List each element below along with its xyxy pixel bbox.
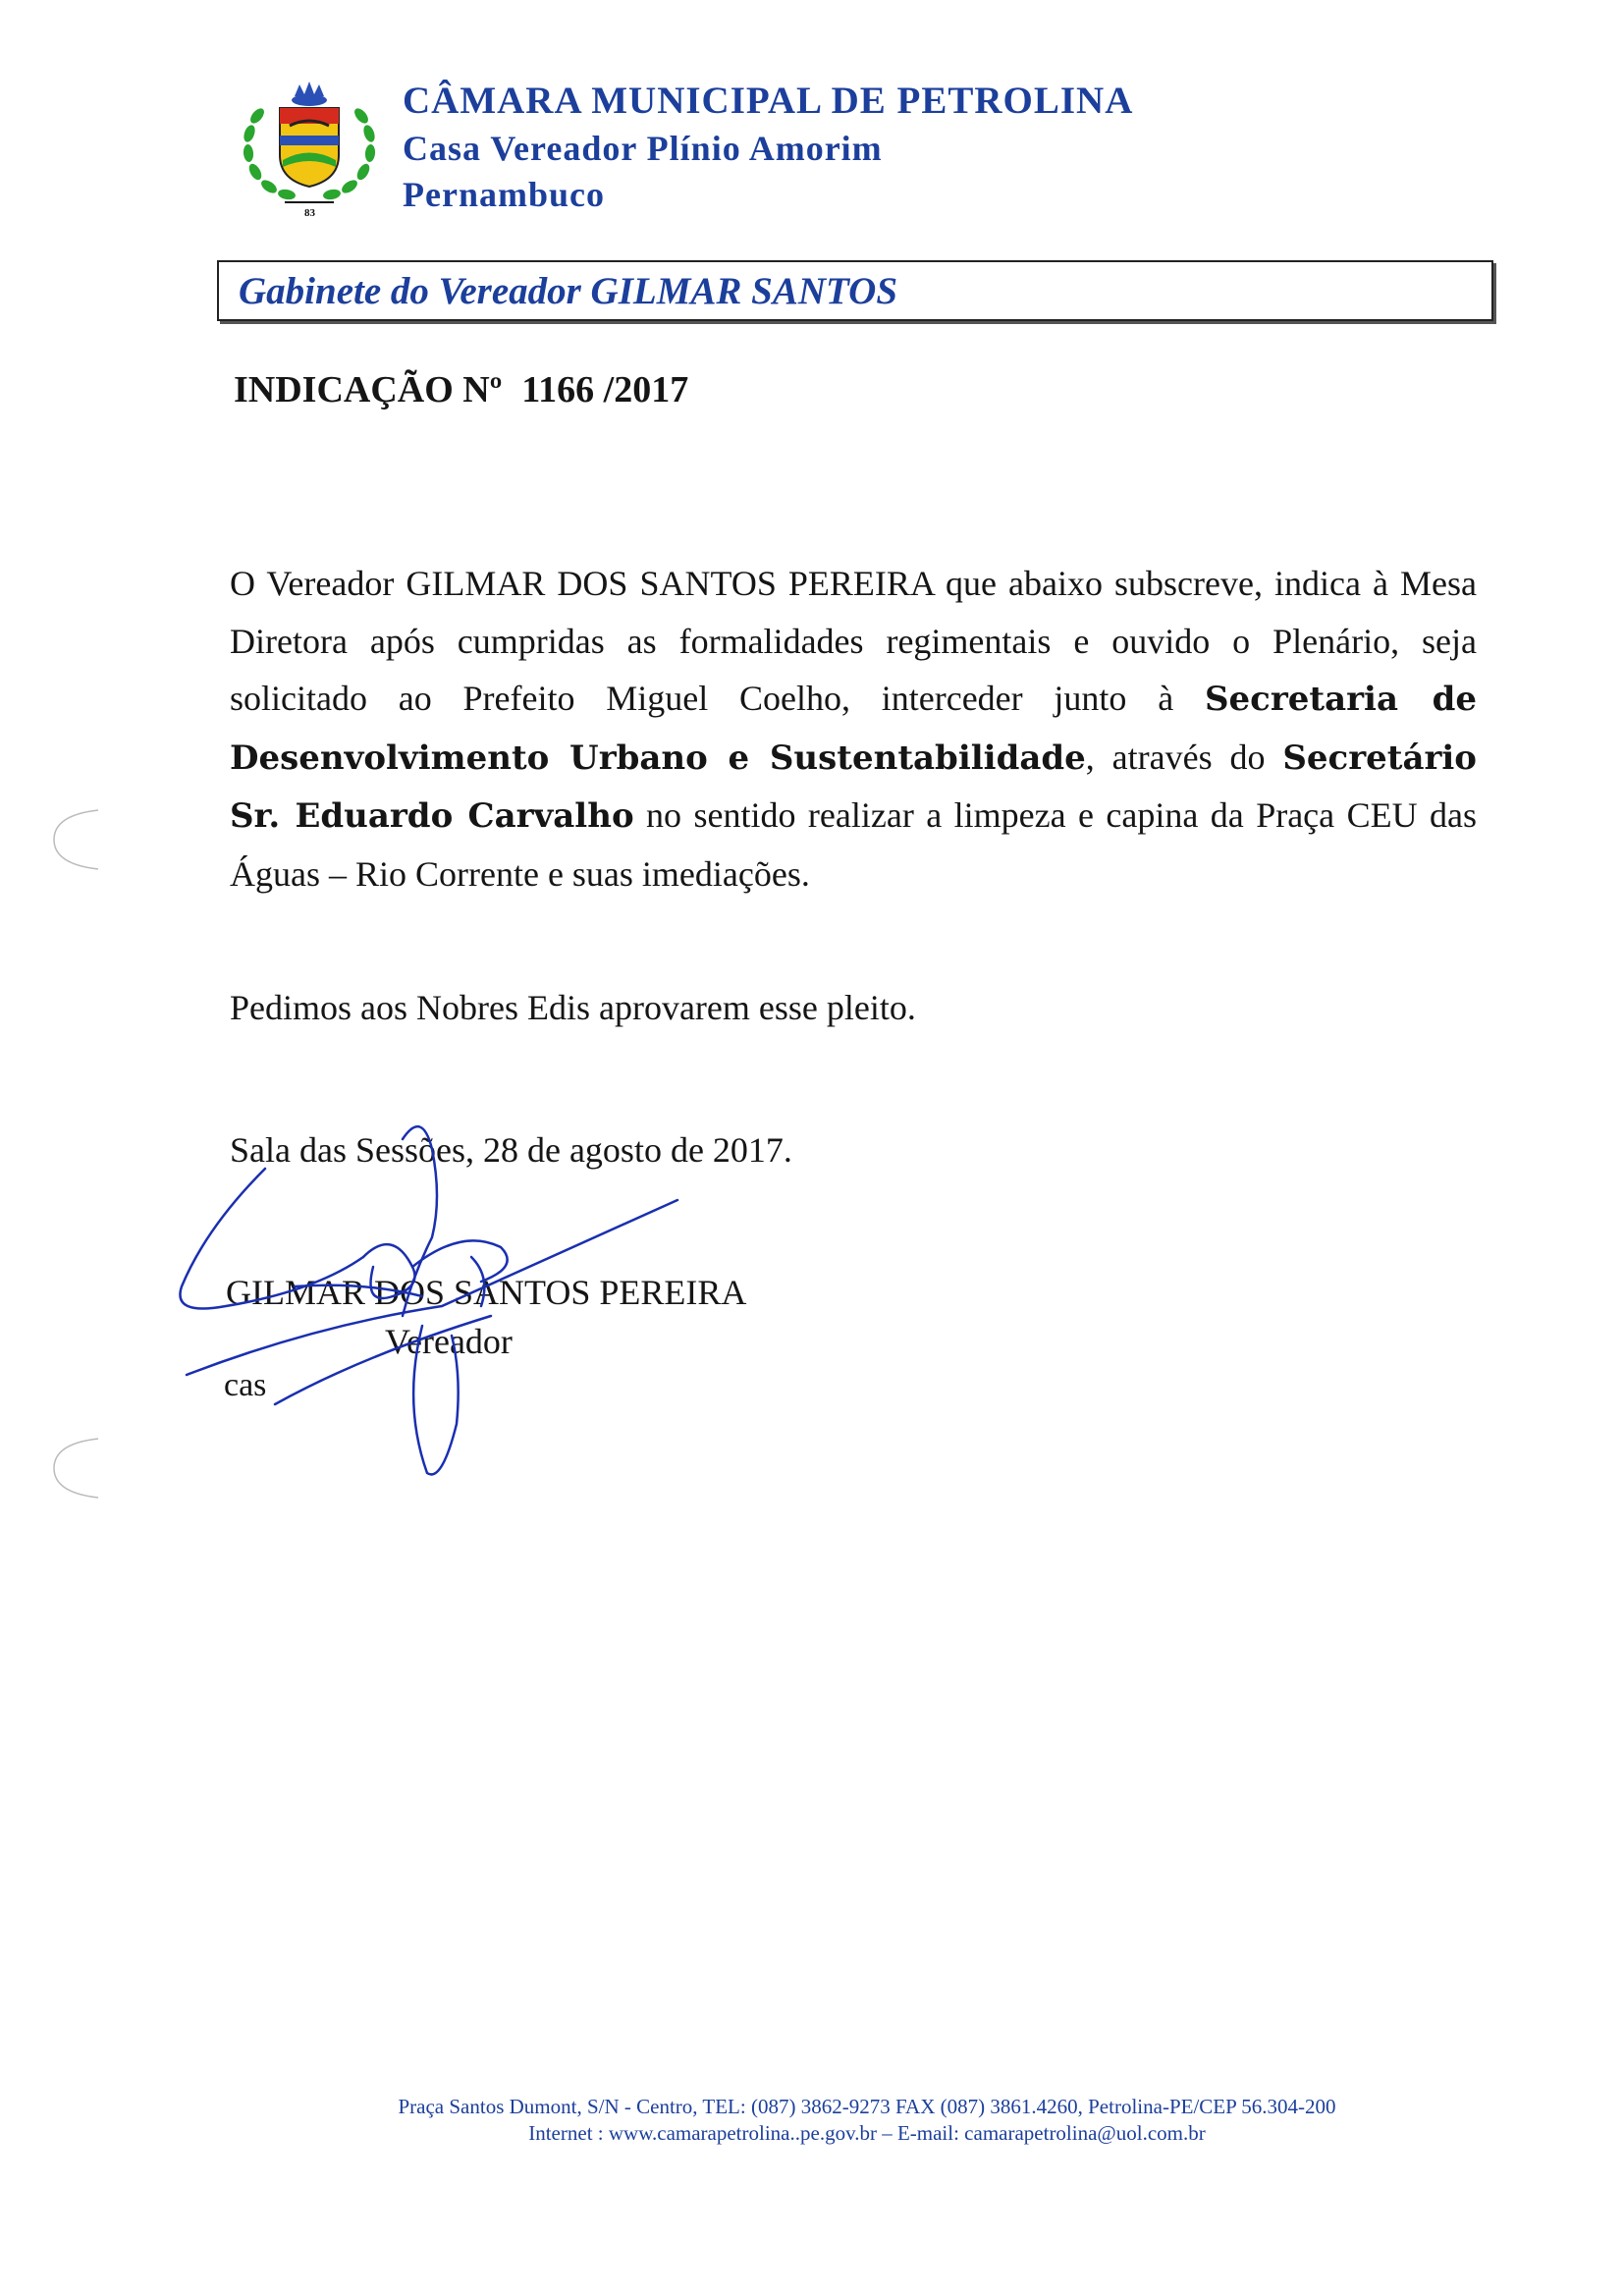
secretaria-name: Secretaria de Desenvolvimento Urbano e Sustentabilidade (230, 680, 1477, 778)
handwritten-signature (167, 1110, 717, 1503)
document-number-value: 1166 /2017 (521, 369, 689, 410)
cabinet-banner (217, 260, 1493, 321)
cabinet-title: Gabinete do Vereador GILMAR SANTOS (239, 270, 898, 312)
main-paragraph (230, 555, 1477, 902)
footer-contact: Internet : www.camarapetrolina..pe.gov.br – E-mail: camarapetrolina@uol.com.br (528, 2121, 1206, 2145)
footer-address: Praça Santos Dumont, S/N - Centro, TEL: (087) 3862-9273 FAX (087) 3861.4260, Petrolina-PE/CEP 56.304-200 (398, 2095, 1336, 2118)
signer-name: GILMAR DOS SANTOS PEREIRA (226, 1273, 747, 1312)
typist-initials: cas (224, 1367, 267, 1403)
punch-hole-mark (44, 1429, 103, 1507)
document-number (234, 368, 688, 411)
paragraph-text-1: O Vereador GILMAR DOS SANTOS PEREIRA que abaixo subscreve, indica à Mesa Diretora após cumpridas as formalidades regimentais e ouvido o Plenário, seja solicitado ao Prefeito Miguel Coelho, interceder junto à (230, 564, 1477, 718)
document-type: INDICAÇÃO Nº (234, 369, 503, 410)
institution-name: CÂMARA MUNICIPAL DE PETROLINA (403, 80, 1134, 122)
closing-sentence: Pedimos aos Nobres Edis aprovarem esse pleito. (230, 988, 916, 1027)
house-name: Casa Vereador Plínio Amorim (403, 129, 883, 168)
municipal-coat-of-arms-icon (236, 77, 383, 219)
letterhead (403, 77, 1133, 218)
signer-role: Vereador (385, 1322, 513, 1361)
punch-hole-mark (44, 800, 103, 879)
session-date: Sala das Sessões, 28 de agosto de 2017. (230, 1130, 792, 1170)
svg-text:83: 83 (304, 207, 315, 219)
paragraph-text-2: , através do (1085, 737, 1283, 777)
state-name: Pernambuco (403, 175, 605, 214)
paragraph-text-3: no sentido realizar a limpeza e capina da Praça CEU das Águas – Rio Corrente e suas imediações. (230, 795, 1477, 894)
secretario-name: Secretário Sr. Eduardo Carvalho (230, 738, 1477, 836)
